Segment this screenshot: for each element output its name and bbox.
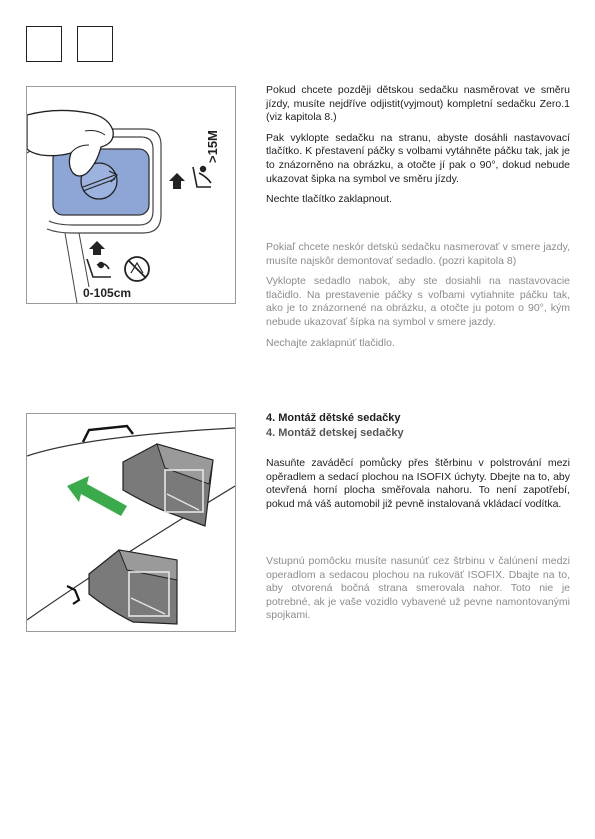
height-label: 0-105cm xyxy=(83,286,132,300)
rear-arrow-icon xyxy=(89,241,105,255)
sk-paragraph-2: Vyklopte sedadlo nabok, aby ste dosiahli na nastavovacie tlačidlo. Na prestavenie páčky s voľbami vytiahnite páčku tak, ako je to znázornené na obrázku, a otočte ju potom o 90°, kým nebude ukazovať šípka na symbol v smere jazdy. xyxy=(266,275,570,328)
isofix-anchor-bottom xyxy=(67,586,79,604)
forward-seat-icon xyxy=(193,167,211,187)
rear-seat-icon xyxy=(87,259,111,277)
lever-adjustment-illustration xyxy=(26,86,236,304)
no-airbag-icon xyxy=(125,257,149,281)
cz-paragraph-2: Pak vyklopte sedačku na stranu, abyste dosáhli nastavovací tlačítko. K přestavení páčky s volbami vytáhněte páčku tak, jak je to znázorněno na obrázku, a otočte jí pak o 90°, dokud nebude ukazovat šipka na symbol ve směru jízdy. xyxy=(266,131,570,185)
insert-direction-arrow-icon xyxy=(67,476,127,516)
sk-paragraph-3: Nechajte zaklapnúť tlačidlo. xyxy=(266,336,395,349)
section-heading-sk: 4. Montáž detskej sedačky xyxy=(266,427,404,439)
insertion-guide-top xyxy=(123,444,213,526)
section2-headings xyxy=(266,411,570,441)
cz-paragraph-3: Nechte tlačítko zaklapnout. xyxy=(266,193,393,206)
weight-label: >15M xyxy=(205,130,220,163)
sk-isofix-paragraph: Vstupnú pomôcku musíte nasunúť cez štrbinu v čalúnení medzi operadlom a sedacou plochou na rukoväť ISOFIX. Dbajte na to, aby otvorená bočná strana smerovala nahor. Toto nie je potrebné, ak je vaše vozidlo vybavené už pevne namontovanými spojkami. xyxy=(266,555,570,622)
cz-paragraph-1: Pokud chcete později dětskou sedačku nasměrovat ve směru jízdy, musíte nejdříve odjistit(vyjmout) kompletní sedačku Zero.1 (viz kapitola 8.) xyxy=(266,84,570,124)
chapter-tab-box-2 xyxy=(77,26,113,62)
section1-czech-text xyxy=(266,84,570,214)
section-heading-cz: 4. Montáž dětské sedačky xyxy=(266,412,401,424)
insertion-guide-bottom xyxy=(89,550,177,624)
sk-paragraph-1: Pokiaľ chcete neskór detskú sedačku nasmerovať v smere jazdy, musíte najskôr demontovať sedadlo. (pozri kapitola 8) xyxy=(266,241,570,267)
section2-czech-text xyxy=(266,457,570,518)
forward-arrow-icon xyxy=(169,173,185,189)
chapter-tab-box-1 xyxy=(26,26,62,62)
cz-isofix-paragraph: Nasuňte zaváděcí pomůcky přes štěrbinu v polstrování mezi opěradlem a sedací plochou na ISOFIX úchyty. Dbejte na to, aby otevřená horní plocha směřovala nahoru. To není zapotřebí, pokud má váš automobil již pevně instalovaná vkládací vodítka. xyxy=(266,457,570,510)
section1-slovak-text xyxy=(266,241,570,357)
section2-slovak-text xyxy=(266,555,570,630)
isofix-guide-illustration xyxy=(26,413,236,632)
